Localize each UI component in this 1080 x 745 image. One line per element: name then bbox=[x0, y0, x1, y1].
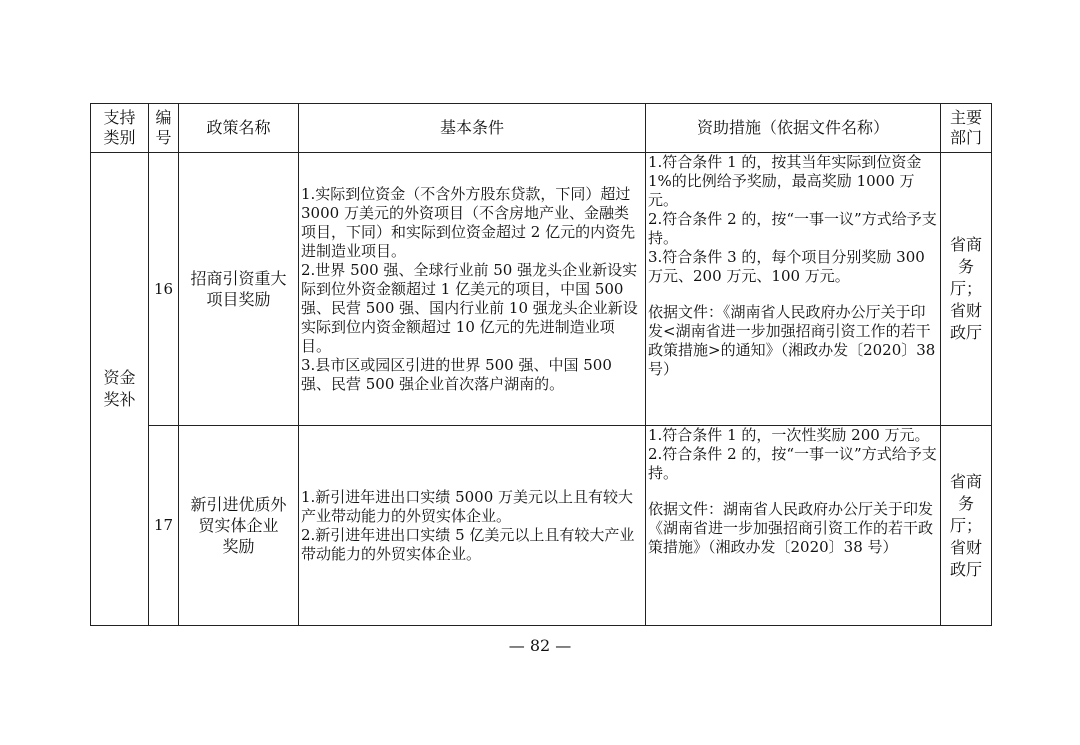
condition-item: 1.实际到位资金（不含外方股东贷款，下同）超过 3000 万美元的外资项目（不含房地产业、金融类项目，下同）和实际到位资金超过 2 亿元的内资先进制造业项目。 bbox=[301, 184, 636, 260]
category-cell: 资金 奖补 bbox=[91, 153, 149, 626]
policy-name: 新引进优质外 贸实体企业 奖励 bbox=[179, 426, 299, 626]
policy-table bbox=[90, 103, 992, 626]
department-cell: 省商 务厅； 省财 政厅 bbox=[941, 426, 992, 626]
row-number: 16 bbox=[149, 153, 179, 426]
spacer bbox=[648, 483, 938, 500]
basis-text: 依据文件：《湖南省人民政府办公厅关于印发<湖南省进一步加强招商引资工作的若干政策措施>的通知》（湘政办发〔2020〕38 号） bbox=[648, 303, 936, 378]
spacer bbox=[648, 286, 938, 303]
measure-item: 1.符合条件 1 的，按其当年实际到位资金 1%的比例给予奖励，最高奖励 1000 万元。 bbox=[648, 153, 922, 209]
measures-cell bbox=[646, 153, 941, 426]
condition-item: 2.世界 500 强、全球行业前 50 强龙头企业新设实际到位外资金额超过 1 亿美元的项目，中国 500 强、民营 500 强、国内行业前 10 强龙头企业新设实际到位内资金额超过 10 亿元的先进制造业项目。 bbox=[301, 260, 638, 355]
department-cell: 省商 务厅； 省财 政厅 bbox=[941, 153, 992, 426]
header-department: 主要 部门 bbox=[941, 104, 992, 153]
measure-item: 1.符合条件 1 的，一次性奖励 200 万元。 bbox=[648, 426, 930, 444]
measure-item: 2.符合条件 2 的，按“一事一议”方式给予支持。 bbox=[648, 445, 937, 482]
header-measures: 资助措施（依据文件名称） bbox=[646, 104, 941, 153]
table-row bbox=[91, 153, 992, 426]
header-policy-name: 政策名称 bbox=[179, 104, 299, 153]
header-conditions: 基本条件 bbox=[299, 104, 646, 153]
header-number: 编 号 bbox=[149, 104, 179, 153]
condition-item: 3.县市区或园区引进的世界 500 强、中国 500 强、民营 500 强企业首次落户湖南的。 bbox=[301, 355, 612, 393]
page-number: — 82 — bbox=[508, 636, 572, 655]
measures-cell bbox=[646, 426, 941, 626]
policy-name: 招商引资重大 项目奖励 bbox=[179, 153, 299, 426]
header-category: 支持 类别 bbox=[91, 104, 149, 153]
row-number: 17 bbox=[149, 426, 179, 626]
basis-text: 依据文件：湖南省人民政府办公厅关于印发《湖南省进一步加强招商引资工作的若干政策措施》（湘政办发〔2020〕38 号） bbox=[648, 500, 934, 556]
condition-item: 2.新引进年进出口实绩 5 亿美元以上且有较大产业带动能力的外贸实体企业。 bbox=[301, 525, 635, 563]
measure-item: 2.符合条件 2 的，按“一事一议”方式给予支持。 bbox=[648, 210, 937, 247]
table-row bbox=[91, 426, 992, 626]
header-row bbox=[91, 104, 992, 153]
conditions-cell bbox=[299, 426, 646, 626]
measure-item: 3.符合条件 3 的，每个项目分别奖励 300 万元、200 万元、100 万元。 bbox=[648, 248, 925, 285]
condition-item: 1.新引进年进出口实绩 5000 万美元以上且有较大产业带动能力的外贸实体企业。 bbox=[301, 487, 634, 525]
conditions-cell bbox=[299, 153, 646, 426]
